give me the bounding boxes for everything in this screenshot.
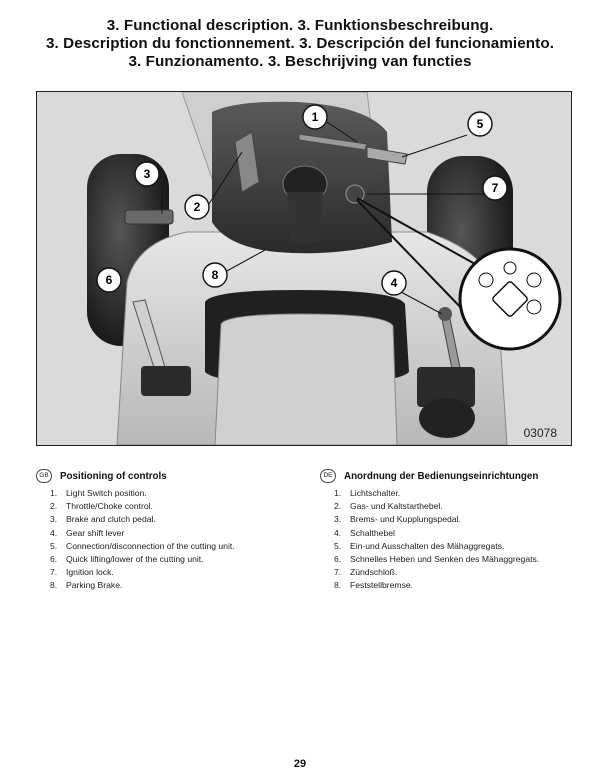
language-badge-gb: GB [36, 469, 52, 483]
list-item: 2. Gas- und Kaltstarthebel. [334, 501, 443, 512]
callout-4 [382, 271, 406, 295]
section-title-de [320, 469, 580, 483]
cup-holder [419, 398, 475, 438]
lift-lever-base [141, 366, 191, 396]
header-line-1: 3. Functional description. 3. Funktionsbeschreibung. [106, 17, 494, 34]
gear-shift-knob [438, 307, 452, 321]
list-item: 3. Brems- und Kupplungspedal. [334, 514, 461, 525]
section-heading-en: Positioning of controls [60, 470, 167, 482]
controls-list-en [36, 487, 296, 593]
tractor-controls-figure [36, 91, 572, 446]
svg-text:4: 4 [390, 276, 398, 290]
controls-section-de [320, 469, 580, 593]
list-item: 7. Zündschloß. [334, 567, 398, 578]
callout-2 [185, 195, 209, 219]
page-number: 29 [293, 758, 307, 770]
figure-id: 03078 [523, 426, 557, 440]
list-item: 5. Connection/disconnection of the cutting unit. [50, 540, 235, 551]
ignition-run-icon [527, 273, 541, 287]
page-header [0, 17, 600, 71]
ignition-stop-icon [479, 273, 493, 287]
svg-text:8: 8 [211, 268, 219, 282]
svg-text:3: 3 [143, 167, 151, 181]
section-title-en [36, 469, 296, 483]
callout-6 [97, 268, 121, 292]
language-badge-de: DE [320, 469, 336, 483]
list-item: 8. Parking Brake. [50, 580, 123, 591]
list-item: 1. Lichtschalter. [334, 488, 401, 498]
steering-post [287, 192, 323, 242]
list-item: 6. Quick lifting/lower of the cutting unit. [50, 554, 204, 565]
list-item: 1. Light Switch position. [50, 488, 147, 498]
callout-7 [483, 176, 507, 200]
svg-text:5: 5 [476, 117, 484, 131]
list-item: 4. Gear shift lever [50, 527, 125, 538]
list-item: 5. Ein-und Ausschalten des Mähaggregats. [334, 540, 505, 551]
list-item: 7. Ignition lock. [50, 567, 114, 578]
svg-text:1: 1 [311, 110, 319, 124]
header-line-2: 3. Description du fonctionnement. 3. Descripción del funcionamiento. [45, 35, 555, 52]
list-item: 6. Schnelles Heben und Senken des Mähaggregats. [334, 554, 540, 565]
ignition-start-icon [527, 300, 541, 314]
callout-3 [135, 162, 159, 186]
list-item: 3. Brake and clutch pedal. [50, 514, 156, 525]
controls-section-en [36, 469, 296, 593]
svg-text:6: 6 [105, 273, 113, 287]
ignition-light-icon [504, 262, 516, 274]
list-item: 4. Schalthebel [334, 527, 395, 538]
callout-8 [203, 263, 227, 287]
seat-cushion [215, 314, 397, 445]
section-heading-de: Anordnung der Bedienungseinrichtungen [344, 470, 539, 482]
brake-clutch-pedal [125, 210, 173, 224]
svg-text:7: 7 [491, 181, 499, 195]
header-line-3: 3. Funzionamento. 3. Beschrijving van functies [128, 53, 472, 70]
list-item: 8. Feststellbremse. [334, 580, 414, 591]
tractor-illustration [37, 92, 571, 445]
controls-list-de [320, 487, 580, 593]
callout-5 [468, 112, 492, 136]
list-item: 2. Throttle/Choke control. [50, 501, 153, 512]
svg-text:2: 2 [193, 200, 201, 214]
callout-1 [303, 105, 327, 129]
